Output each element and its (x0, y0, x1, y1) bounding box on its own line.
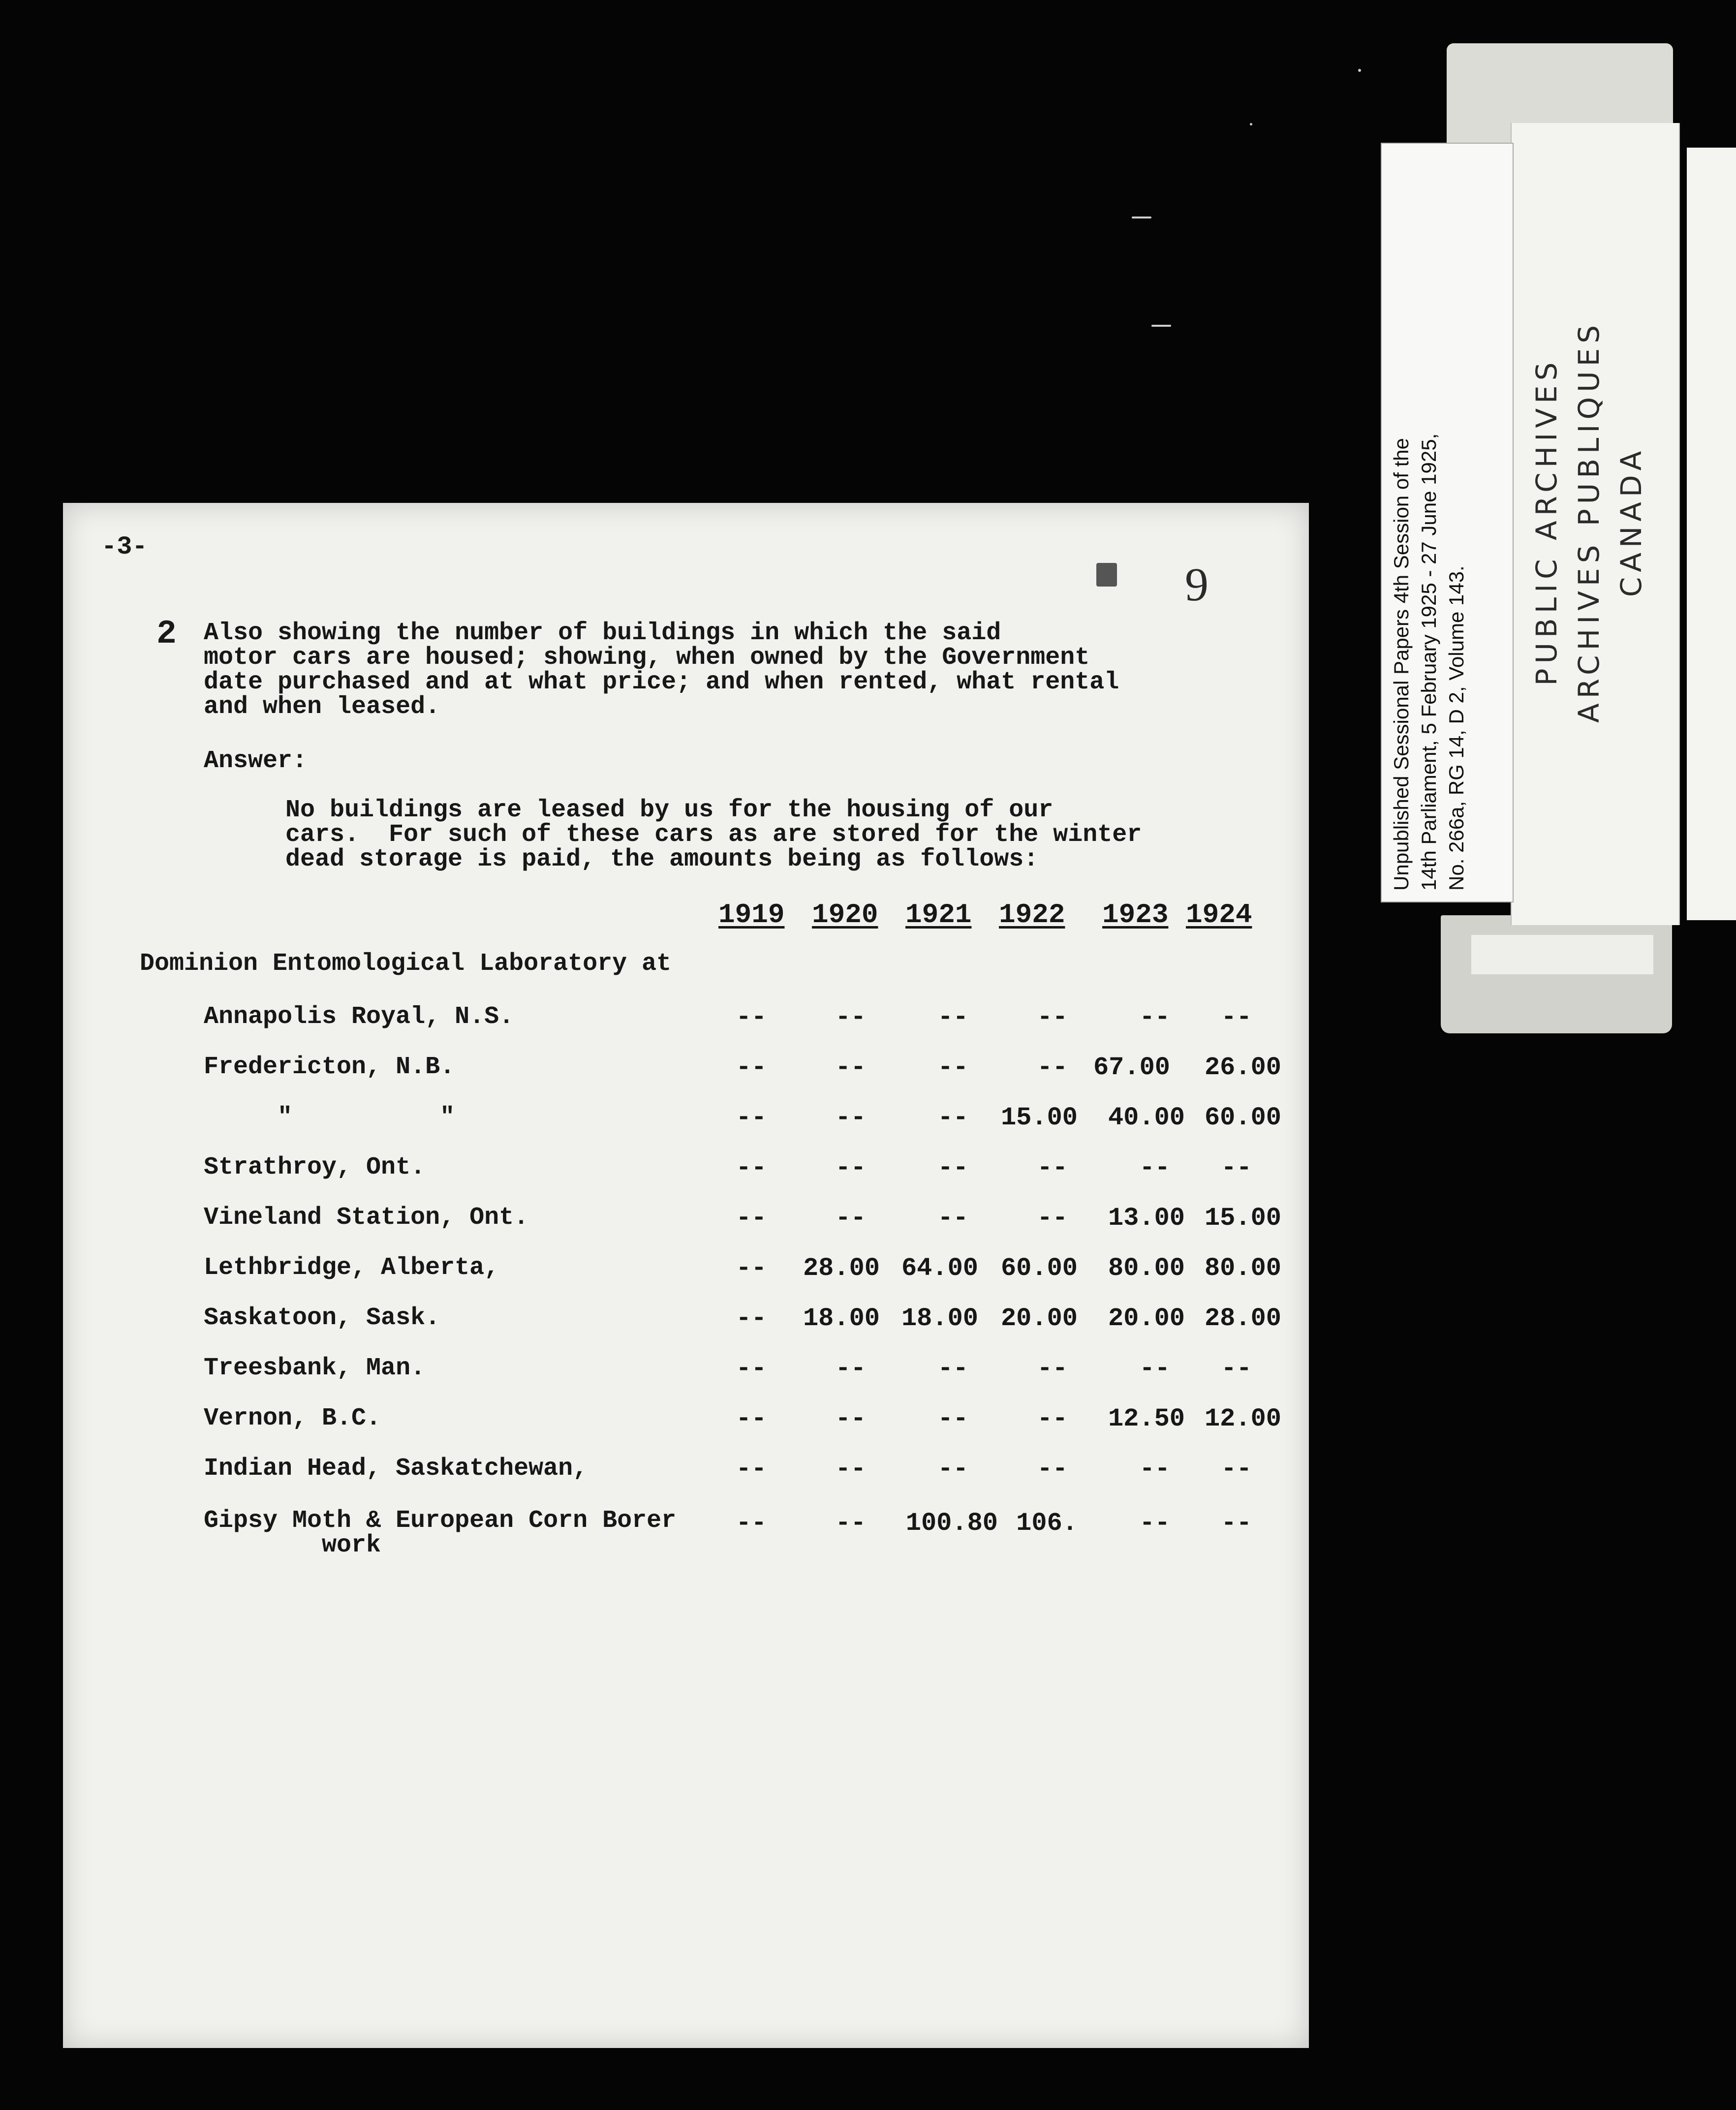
table-row-label: Strathroy, Ont. (204, 1153, 426, 1181)
table-cell: -- (736, 1254, 767, 1283)
table-cell: 80.00 (1204, 1254, 1281, 1283)
table-cell: 13.00 (1108, 1204, 1185, 1233)
film-speck (1358, 69, 1361, 72)
film-speck (1132, 217, 1151, 218)
answer-label: Answer: (204, 747, 308, 775)
table-cell: -- (835, 1204, 866, 1233)
table-cell: -- (1221, 1455, 1252, 1484)
table-cell: 67.00 (1093, 1053, 1170, 1082)
table-cell: 18.00 (901, 1304, 978, 1333)
archive-stamp-line: PUBLIC ARCHIVES (1530, 357, 1563, 686)
table-cell: 12.50 (1108, 1404, 1185, 1433)
table-cell: 26.00 (1204, 1053, 1281, 1082)
stamp-number: 9 (1185, 558, 1209, 611)
table-cell: -- (1221, 1354, 1252, 1383)
table-cell: -- (1037, 1404, 1068, 1433)
table-cell: -- (937, 1404, 968, 1433)
table-cell: -- (736, 1103, 767, 1132)
table-cell: -- (1139, 1153, 1170, 1182)
table-cell: -- (835, 1404, 866, 1433)
table-cell: -- (1221, 1153, 1252, 1182)
table-cell: -- (736, 1003, 767, 1032)
table-cell: -- (835, 1003, 866, 1032)
year-header: 1924 (1186, 899, 1252, 931)
table-cell: 18.00 (803, 1304, 880, 1333)
table-cell: -- (1037, 1204, 1068, 1233)
table-cell: -- (736, 1354, 767, 1383)
table-cell: -- (835, 1354, 866, 1383)
archive-card-edge (1687, 148, 1736, 920)
table-cell: -- (1221, 1509, 1252, 1538)
table-cell: -- (937, 1103, 968, 1132)
page-number: -3- (101, 532, 148, 561)
table-cell: -- (736, 1509, 767, 1538)
table-cell: 40.00 (1108, 1103, 1185, 1132)
table-cell: 80.00 (1108, 1254, 1185, 1283)
archive-reference-text: Unpublished Sessional Papers 4th Session of the 14th Parliament, 5 February 1925 - 27 June 1925, No. 266a, RG 14, D 2, Volume 143. (1390, 433, 1468, 891)
table-cell: -- (736, 1455, 767, 1484)
table-cell: -- (1037, 1003, 1068, 1032)
year-header: 1920 (812, 899, 878, 931)
table-cell: -- (1139, 1509, 1170, 1538)
table-row-label: Vineland Station, Ont. (204, 1204, 529, 1232)
table-row-label: Annapolis Royal, N.S. (204, 1003, 514, 1031)
table-cell: 12.00 (1204, 1404, 1281, 1433)
table-cell: -- (937, 1003, 968, 1032)
table-cell: -- (1221, 1003, 1252, 1032)
archive-stamp (1525, 276, 1652, 768)
table-cell: -- (835, 1455, 866, 1484)
table-cell: 100.80 (905, 1509, 998, 1538)
table-cell: 106. (1016, 1509, 1078, 1538)
table-cell: -- (1139, 1003, 1170, 1032)
table-cell: -- (937, 1204, 968, 1233)
ink-smudge (1096, 563, 1117, 587)
table-cell: -- (835, 1053, 866, 1082)
table-cell: 20.00 (1000, 1304, 1078, 1333)
table-cell: -- (835, 1103, 866, 1132)
table-cell: 64.00 (901, 1254, 978, 1283)
table-row-label: Treesbank, Man. (204, 1354, 426, 1382)
table-cell: -- (937, 1455, 968, 1484)
film-speck (1250, 123, 1252, 125)
answer-text: No buildings are leased by us for the housing of our cars. For such of these cars as are stored for the winter dead storage is paid, the amounts being as follows: (285, 796, 1142, 873)
table-cell: 28.00 (803, 1254, 880, 1283)
table-row-label: Saskatoon, Sask. (204, 1304, 440, 1332)
film-speck (1151, 325, 1171, 327)
table-cell: -- (835, 1509, 866, 1538)
table-row-label: Gipsy Moth & European Corn Borer work (204, 1507, 677, 1559)
table-cell: -- (736, 1153, 767, 1182)
table-cell: -- (736, 1053, 767, 1082)
question-text: Also showing the number of buildings in which the said motor cars are housed; showing, when owned by the Government date purchased and at what price; and when rented, what rental and when leased. (204, 619, 1119, 721)
table-cell: 15.00 (1204, 1204, 1281, 1233)
archive-stamp-line: CANADA (1614, 446, 1648, 597)
table-cell: -- (835, 1153, 866, 1182)
table-cell: -- (736, 1204, 767, 1233)
table-cell: -- (1037, 1354, 1068, 1383)
tape-piece (1441, 915, 1672, 1033)
table-cell: -- (1037, 1455, 1068, 1484)
table-row-label: Lethbridge, Alberta, (204, 1254, 499, 1282)
year-header: 1919 (718, 899, 785, 931)
table-cell: 60.00 (1204, 1103, 1281, 1132)
section-heading: Dominion Entomological Laboratory at (140, 950, 672, 978)
question-number: 2 (156, 615, 177, 653)
table-cell: 20.00 (1108, 1304, 1185, 1333)
table-cell: -- (1037, 1153, 1068, 1182)
table-row-label: " " (204, 1103, 455, 1131)
table-cell: -- (937, 1354, 968, 1383)
table-cell: -- (1037, 1053, 1068, 1082)
table-cell: 28.00 (1204, 1304, 1281, 1333)
table-cell: -- (1139, 1354, 1170, 1383)
table-cell: -- (937, 1153, 968, 1182)
table-row-label: Fredericton, N.B. (204, 1053, 455, 1081)
year-header: 1921 (905, 899, 972, 931)
table-row-label: Indian Head, Saskatchewan, (204, 1455, 588, 1483)
archive-stamp-line: ARCHIVES PUBLIQUES (1572, 320, 1606, 723)
tape-stripe (1471, 935, 1653, 974)
table-cell: 15.00 (1000, 1103, 1078, 1132)
table-cell: -- (736, 1404, 767, 1433)
table-cell: -- (736, 1304, 767, 1333)
year-header: 1923 (1102, 899, 1169, 931)
table-row-label: Vernon, B.C. (204, 1404, 381, 1432)
year-header: 1922 (999, 899, 1065, 931)
table-cell: -- (1139, 1455, 1170, 1484)
table-cell: 60.00 (1000, 1254, 1078, 1283)
table-cell: -- (937, 1053, 968, 1082)
document-page (63, 503, 1309, 2048)
